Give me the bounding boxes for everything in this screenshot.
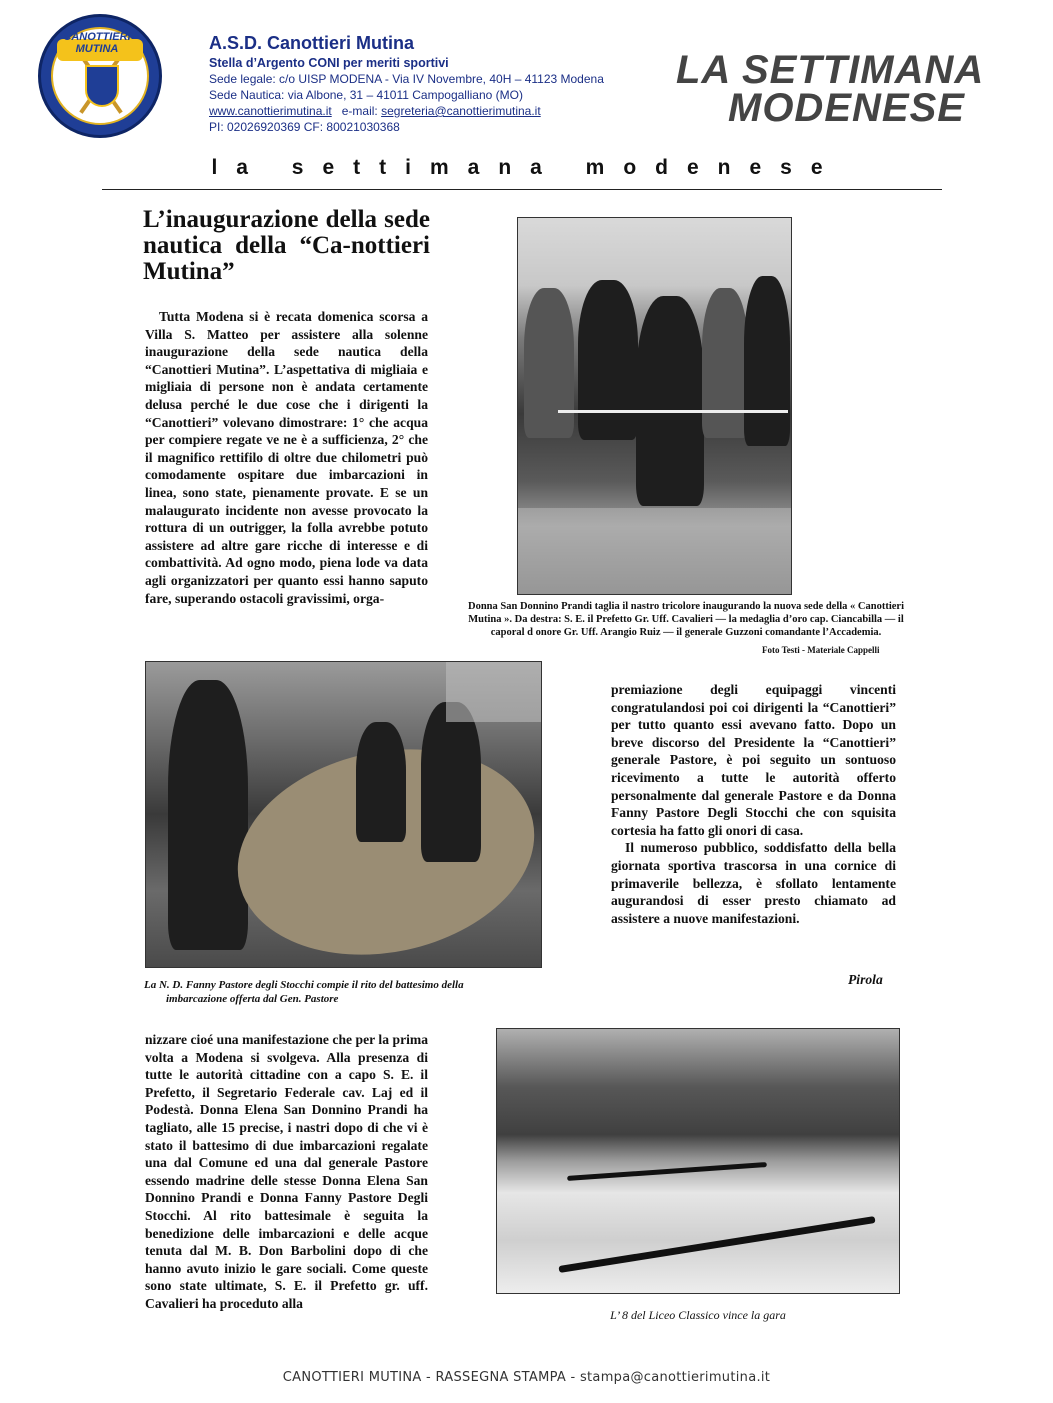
newspaper-logo — [676, 48, 1026, 134]
shield-icon — [85, 65, 119, 107]
email-label: e-mail: — [341, 104, 378, 118]
caption-line-1: La N. D. Fanny Pastore degli Stocchi compie il rito del battesimo della — [144, 979, 464, 991]
article-paragraph: Il numeroso pubblico, soddisfatto della bella giornata sportiva trascorsa in una cornice di primaverile bellezza, è sfollato lentamente augurandosi di esser presto chiamato ad assistere a nuove manifestazioni. — [611, 840, 896, 926]
author-signature: Pirola — [848, 972, 883, 987]
photo-rowing-race — [496, 1028, 900, 1294]
email-link[interactable]: segreteria@canottierimutina.it — [381, 104, 541, 118]
photo-rowing-race-caption: L’ 8 del Liceo Classico vince la gara — [610, 1308, 786, 1322]
masthead-line-2: MODENESE — [728, 86, 965, 130]
logo-text: CANOTTIERI MUTINA — [63, 31, 131, 55]
article-paragraph: nizzare cioé una manifestazione che per la prima volta a Modena si svolgeva. Alla presenza di tutte le autorità cittadine con a capo S. E. il Prefetto, il Segretario Federale cav. Laj ed il Podestà. Donna Elena San Donnino Prandi ha tagliato, alle 15 precise, i nastri dopo di che vi è stato il battesimo di due imbarcazioni regalate una dal Comune ed una dal generale Pastore essendo madrine delle stesse Donna Elena San Donnino Prandi e Donna Fanny Pastore Degli Stocchi. Al rito battesimale è seguita la benedizione delle imbarcazioni e delle acque tenuta dal M. B. Don Barbolini dopo di che hanno avuto inizio le gare sociali. Come queste sono state ultimate, S. E. il Prefetto gr. uff. Cavalieri ha proceduto alla — [145, 1032, 428, 1311]
article-column-1 — [145, 308, 428, 607]
photo-boat-christening — [145, 661, 542, 968]
article-column-3 — [145, 1031, 428, 1313]
sede-legale: Sede legale: c/o UISP MODENA - Via IV Novembre, 40H – 41123 Modena — [209, 72, 604, 86]
article-headline: L’inaugurazione della sede nautica della “Ca-nottieri Mutina” — [143, 206, 430, 285]
club-logo — [38, 14, 162, 138]
article-paragraph: premiazione degli equipaggi vincenti congratulandosi poi coi dirigenti la “Canottieri” per tutto quanto essi avevano fatto. Dopo un breve discorso del Presidente la “Canottieri” generale Pastore, è poi seguito un sontuoso ricevimento a tutte le autorità offerto personalmente dal generale Pastore e da Donna Fanny Pastore Degli Stocchi che con squisita cortesia ha fatto gli onori di casa. — [611, 682, 896, 838]
header-divider — [102, 189, 942, 190]
caption-line-2: imbarcazione offerta dal Gen. Pastore — [166, 993, 339, 1005]
website-link[interactable]: www.canottierimutina.it — [209, 104, 332, 118]
photo-boat-christening-caption — [144, 978, 544, 1006]
photo-ribbon-cutting — [517, 217, 792, 595]
masthead-line-1: LA SETTIMANA — [676, 48, 985, 92]
page-footer: CANOTTIERI MUTINA - RASSEGNA STAMPA - stampa@canottierimutina.it — [282, 1370, 771, 1385]
stella-argento: Stella d’Argento CONI per meriti sportivi — [209, 56, 449, 70]
fiscal-codes: PI: 02026920369 CF: 80021030368 — [209, 120, 400, 134]
sede-nautica: Sede Nautica: via Albone, 31 – 41011 Campogalliano (MO) — [209, 88, 523, 102]
article-column-2 — [611, 681, 896, 927]
club-info — [209, 33, 604, 135]
photo-credit: Foto Testi - Materiale Cappelli — [762, 645, 880, 655]
photo-ribbon-cutting-caption: Donna San Donnino Prandi taglia il nastro tricolore inaugurando la nuova sede della « Canottieri Mutina ». Da destra: S. E. il Prefetto Gr. Uff. Cavalieri — la medaglia d’oro cap. Ciancabilla — il caporal d onore Gr. Uff. Arangio Ruiz — il generale Guzzoni comandante l’Accademia. — [468, 601, 904, 638]
article-paragraph: Tutta Modena si è recata domenica scorsa a Villa S. Matteo per assistere alla solenne inaugurazione della sede nautica della “Canottieri Mutina”. L’aspettativa di migliaia e migliaia di persone non è andata certamente delusa perché le due cose che i dirigenti la “Canottieri” volevano dimostrare: 1° che acqua per compiere regate ve ne è a sufficienza, 2° che il magnifico rettifilo di oltre due chilometri può comodamente ospitare due imbarcazioni in linea, sono state, pienamente provate. E se un malaugurato incidente non avesse provocato la rottura di un outrigger, la folla avrebbe potuto assistere ad altre gare ricche di interesse e di combattività. Ad ogno modo, piena lode va data agli organizzatori per quanto essi hanno saputo fare, superando ostacoli gravissimi, orga- — [145, 309, 428, 606]
club-name: A.S.D. Canottieri Mutina — [209, 33, 415, 53]
contacts-line — [209, 103, 604, 119]
newspaper-name: la settimana modenese — [211, 156, 842, 179]
